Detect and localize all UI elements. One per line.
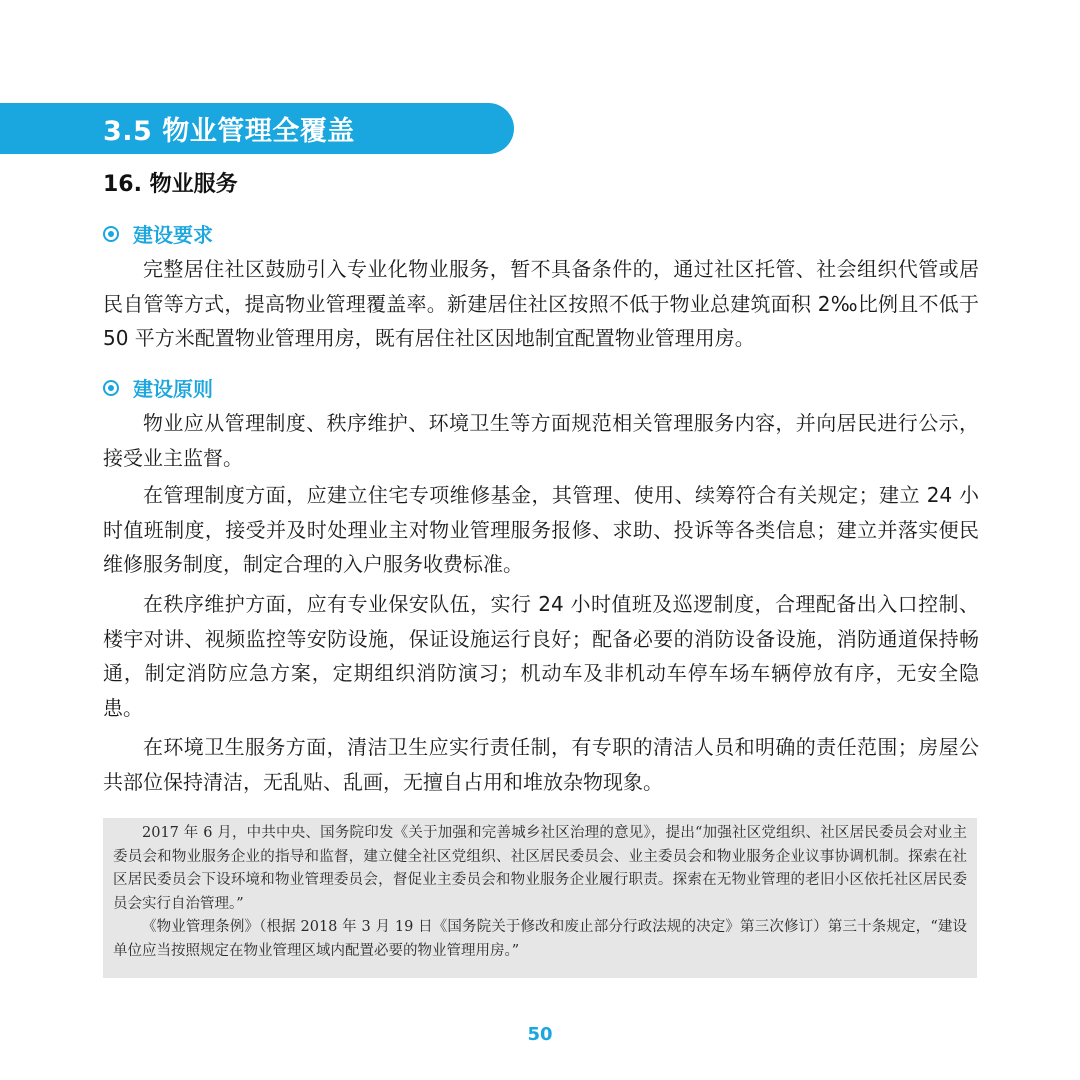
note-paragraph-2: 《物业管理条例》（根据 2018 年 3 月 19 日《国务院关于修改和废止部分行政法规的决定》第三次修订）第三十条规定，“建设单位应当按照规定在物业管理区域内配置必要的物业管理用房。” [113,919,967,959]
circle-bullet-icon [103,226,119,242]
principles-paragraph-1: 物业应从管理制度、秩序维护、环境卫生等方面规范相关管理服务内容，并向居民进行公示，接受业主监督。 [103,411,979,470]
principles-paragraph-3: 在秩序维护方面，应有专业保安队伍，实行 24 小时值班及巡逻制度，合理配备出入口控制、楼宇对讲、视频监控等安防设施，保证设施运行良好；配备必要的消防设备设施，消防通道保持畅通，制定消防应急方案，定期组织消防演习；机动车及非机动车停车场车辆停放有序，无安全隐患。 [103,592,979,720]
page-number: 50 [527,1024,553,1045]
circle-bullet-icon [103,380,119,396]
principles-heading-label: 建设原则 [133,377,213,401]
note-paragraph-1: 2017 年 6 月，中共中央、国务院印发《关于加强和完善城乡社区治理的意见》，提出“加强社区党组织、社区居民委员会对业主委员会和物业服务企业的指导和监督，建立健全社区党组织、社区居民委员会、业主委员会和物业服务企业议事协调机制。探索在社区居民委员会下设环境和物业管理委员会，督促业主委员会和物业服务企业履行职责。探索在无物业管理的老旧小区依托社区居民委员会实行自治管理。” [113,825,967,912]
section-banner [0,103,514,154]
requirements-heading-label: 建设要求 [133,223,213,247]
requirements-paragraph: 完整居住社区鼓励引入专业化物业服务，暂不具备条件的，通过社区托管、社会组织代管或居民自管等方式，提高物业管理覆盖率。新建居住社区按照不低于物业总建筑面积 2‰比例且不低于 50 平方米配置物业管理用房，既有居住社区因地制宜配置物业管理用房。 [103,257,979,350]
principles-heading [103,373,213,402]
requirements-heading [103,219,213,248]
principles-paragraph-2: 在管理制度方面，应建立住宅专项维修基金，其管理、使用、续筹符合有关规定；建立 24 小时值班制度，接受并及时处理业主对物业管理服务报修、求助、投诉等各类信息；建立并落实便民维修服务制度，制定合理的入户服务收费标准。 [103,483,979,576]
note-box [103,818,977,978]
section-title: 3.5 物业管理全覆盖 [103,116,355,147]
subsection-title: 16. 物业服务 [103,172,238,197]
principles-paragraph-4: 在环境卫生服务方面，清洁卫生应实行责任制，有专职的清洁人员和明确的责任范围；房屋公共部位保持清洁，无乱贴、乱画，无擅自占用和堆放杂物现象。 [103,735,979,794]
